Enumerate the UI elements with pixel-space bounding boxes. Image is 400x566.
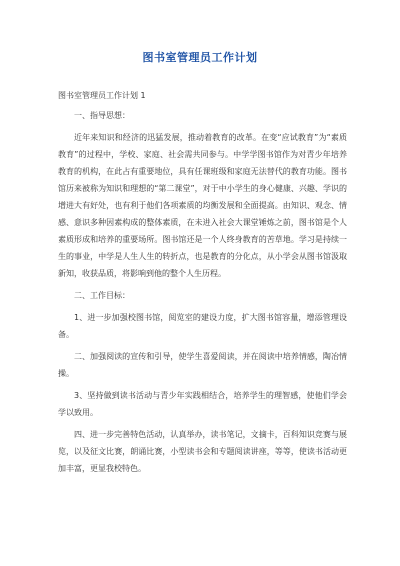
paragraph-guiding-thought: 近年来知识和经济的迅猛发展，推动着教育的改革。在变“应试教育”为“素质教育”的过程中，学校、家庭、社会需共同参与。中学学图书馆作为对青少年培养教育的机构，在此占有重要地位，具有任课班级和家庭无法替代的教育功能。图书馆历来被称为知识和理想的“第二课堂”，对于中小学生的身心健康、兴趣、学识的增进大有好处，也有利于他们各项素质的均衡发展和全面提高。由知识、观念、情感、意识多种因素构成的整体素质，在未进入社会大课堂锤炼之前，图书馆是个人素质形成和培养的重要场所。图书馆还是一个人终身教育的苦草地。学习是持续一生的事业，中学是人生人生的转折点，也是教育的分化点，从小学会从图书馆汲取新知，收获品质，将影响到他的整个人生历程。 [58,133,347,278]
goal-item-3: 3、坚持做到读书活动与青少年实践相结合，培养学生的理智感，使他们学会学以致用。 [58,391,347,417]
section-heading-guiding-thought: 一、指导思想： [74,111,130,120]
document-body [58,107,347,482]
document-subtitle: 图书室管理员工作计划 1 [58,91,146,100]
goal-item-2: 二、加强阅读的宣传和引导，使学生喜爱阅读，并在阅读中培养情感，陶冶情操。 [58,352,347,378]
goal-item-4: 四、进一步完善特色活动，认真举办，读书笔记，文摘卡，百科知识竞赛与展览，以及征文比赛，朗诵比赛，小型读书会和专题阅读讲座，等等，使读书活动更加丰富，更显我校特色。 [58,430,347,473]
section-heading-goals: 二、工作目标： [74,291,130,300]
goal-item-1: 1、进一步加强校图书馆，阅览室的建设力度，扩大图书馆容量，增添管理设备。 [58,313,347,339]
document-title: 图书室管理员工作计划 [142,51,258,64]
